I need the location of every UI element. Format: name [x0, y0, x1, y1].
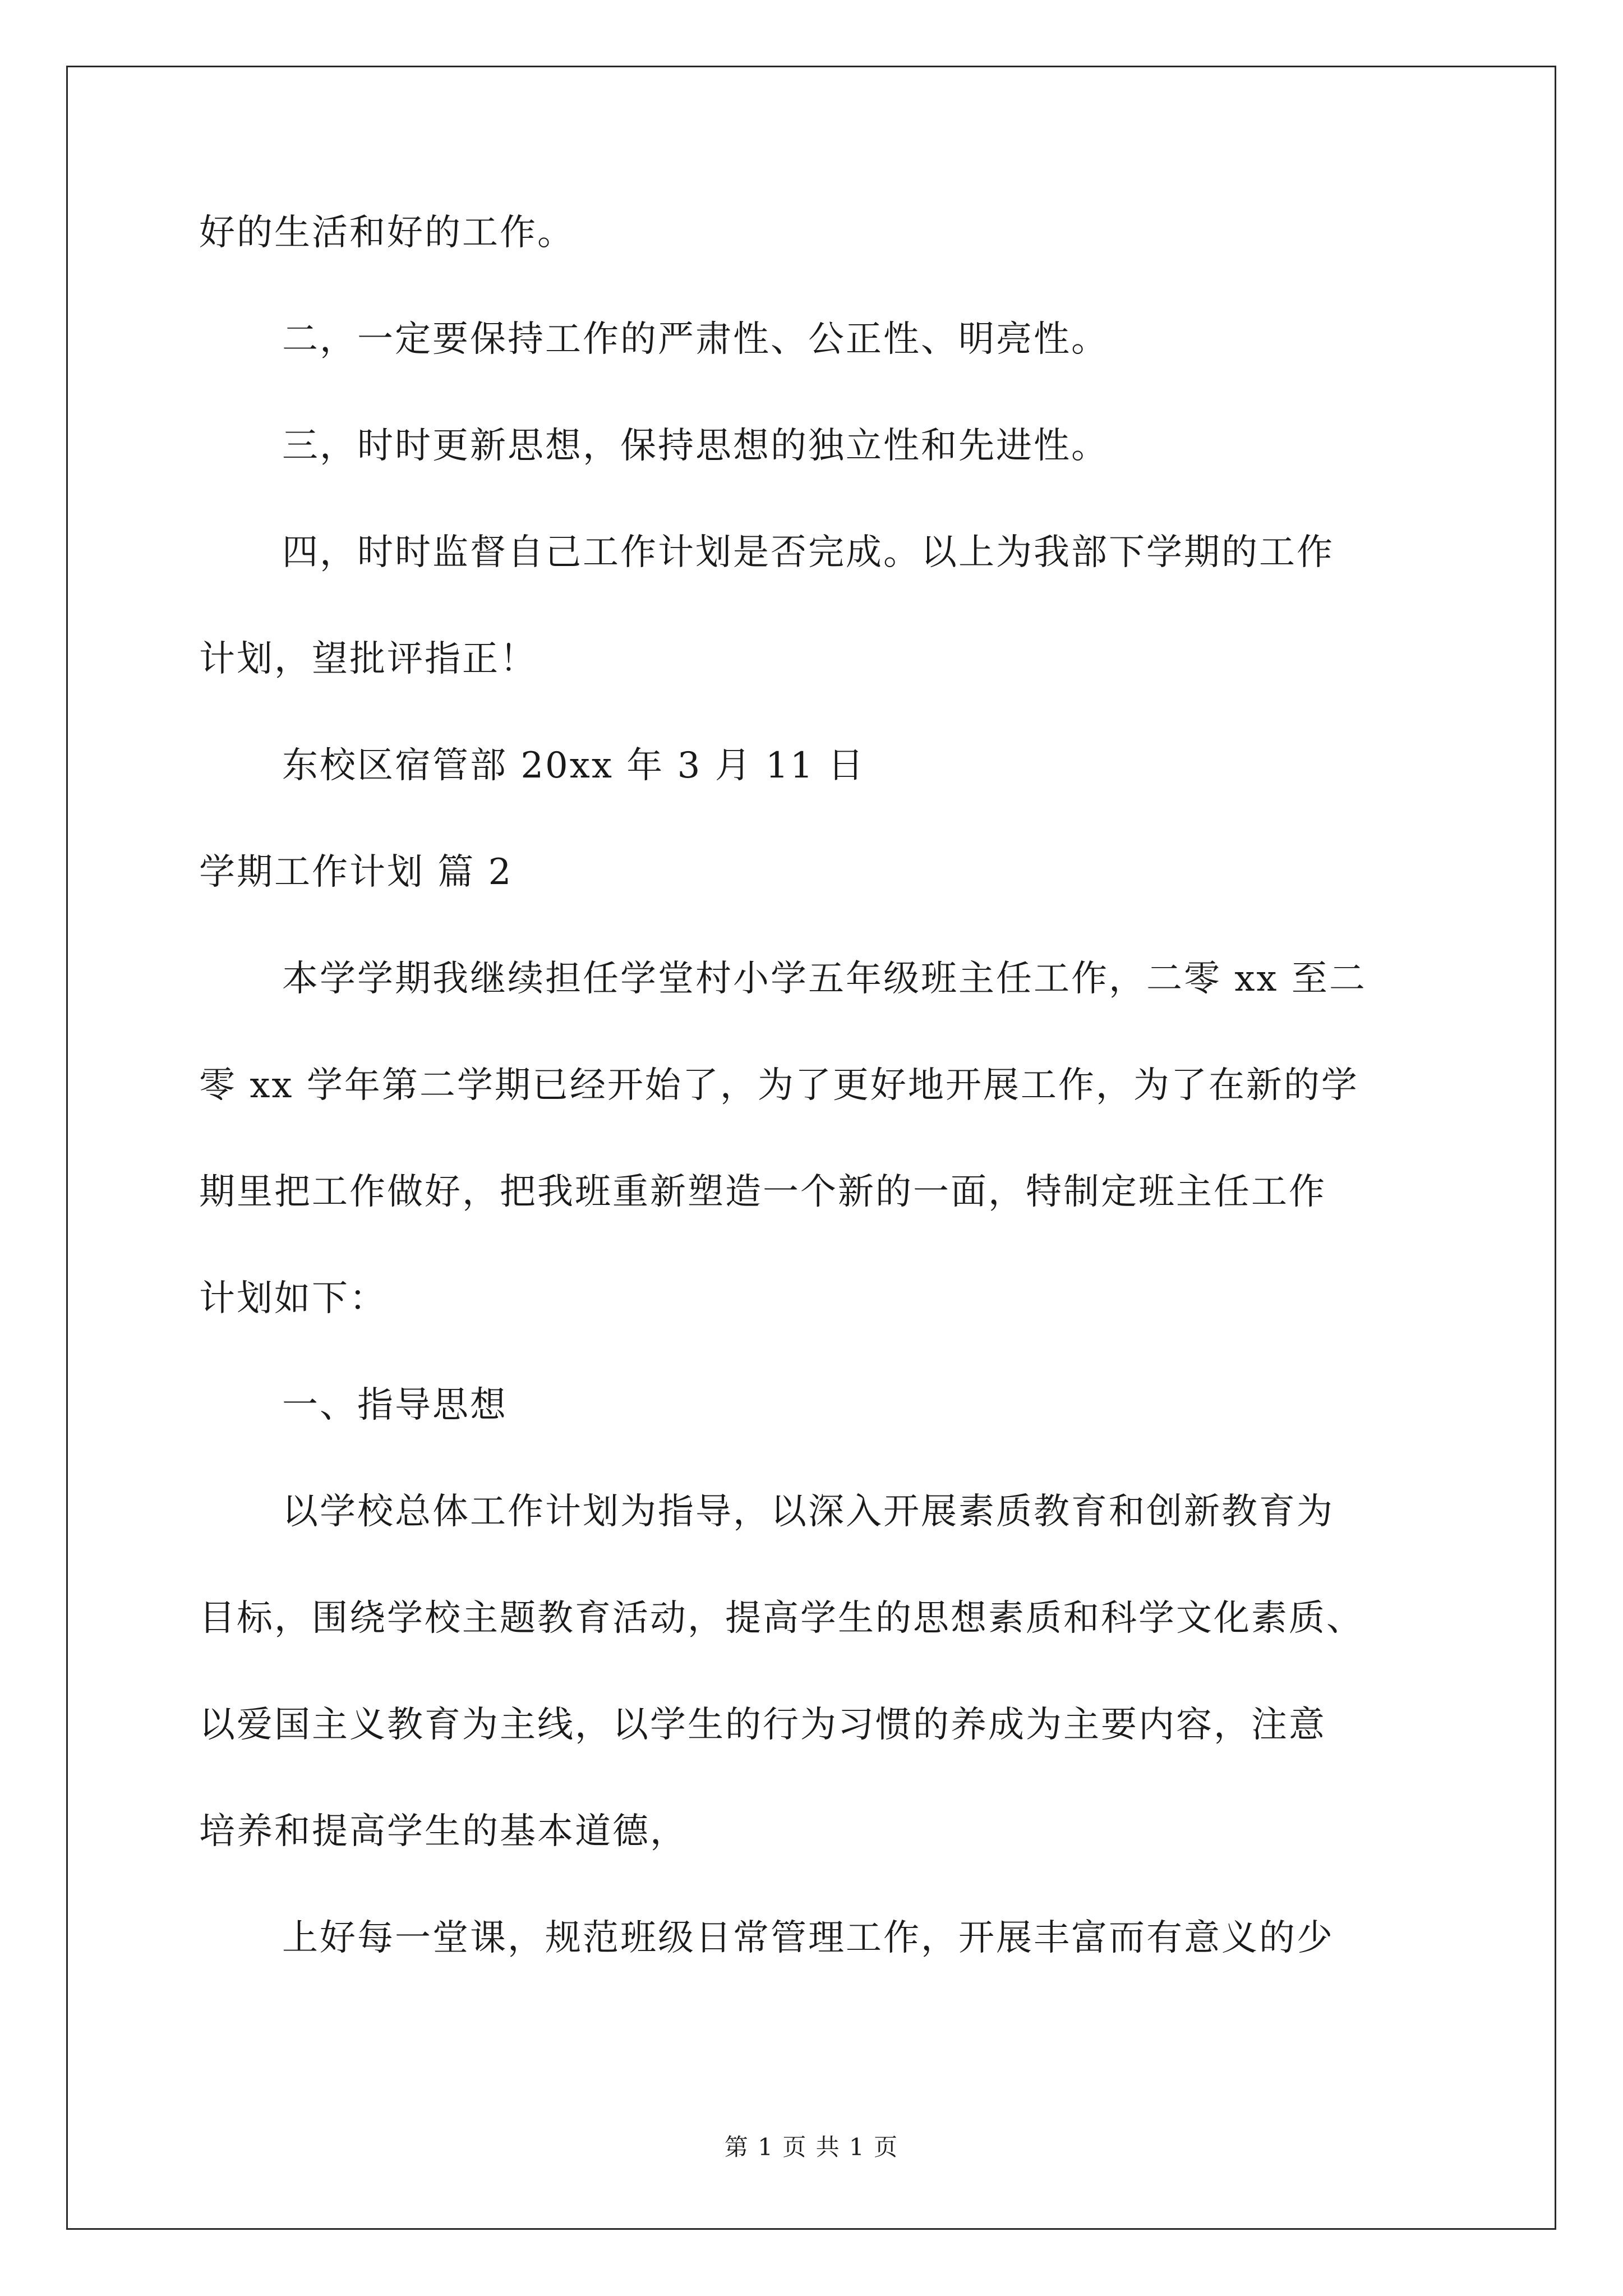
- paragraph-line: 零 xx 学年第二学期已经开始了，为了更好地开展工作，为了在新的学: [199, 1065, 1359, 1106]
- paragraph-line: 上好每一堂课，规范班级日常管理工作，开展丰富而有意义的少: [282, 1917, 1334, 1959]
- paragraph-line: 期里把工作做好，把我班重新塑造一个新的一面，特制定班主任工作: [199, 1171, 1326, 1213]
- signature-date-line: 东校区宿管部 20xx 年 3 月 11 日: [282, 745, 865, 786]
- page-border: [66, 66, 1556, 2230]
- subsection-heading: 一、指导思想: [282, 1384, 508, 1426]
- text-line: 计划，望批评指正！: [199, 638, 537, 680]
- list-item-two: 二，一定要保持工作的严肃性、公正性、明亮性。: [282, 319, 1109, 360]
- paragraph-line: 目标，围绕学校主题教育活动，提高学生的思想素质和科学文化素质、: [199, 1598, 1364, 1639]
- list-item-four: 四，时时监督自己工作计划是否完成。以上为我部下学期的工作: [282, 532, 1334, 573]
- text-line: 好的生活和好的工作。: [199, 212, 575, 254]
- paragraph-line: 以学校总体工作计划为指导，以深入开展素质教育和创新教育为: [282, 1491, 1334, 1533]
- section-heading: 学期工作计划 篇 2: [199, 852, 513, 893]
- paragraph-line: 培养和提高学生的基本道德，: [199, 1811, 688, 1852]
- paragraph-line: 本学学期我继续担任学堂村小学五年级班主任工作，二零 xx 至二: [282, 958, 1367, 1000]
- paragraph-line: 计划如下：: [199, 1278, 387, 1319]
- page-footer: 第 1 页 共 1 页: [724, 2133, 899, 2161]
- paragraph-line: 以爱国主义教育为主线，以学生的行为习惯的养成为主要内容，注意: [199, 1704, 1326, 1746]
- list-item-three: 三，时时更新思想，保持思想的独立性和先进性。: [282, 425, 1109, 467]
